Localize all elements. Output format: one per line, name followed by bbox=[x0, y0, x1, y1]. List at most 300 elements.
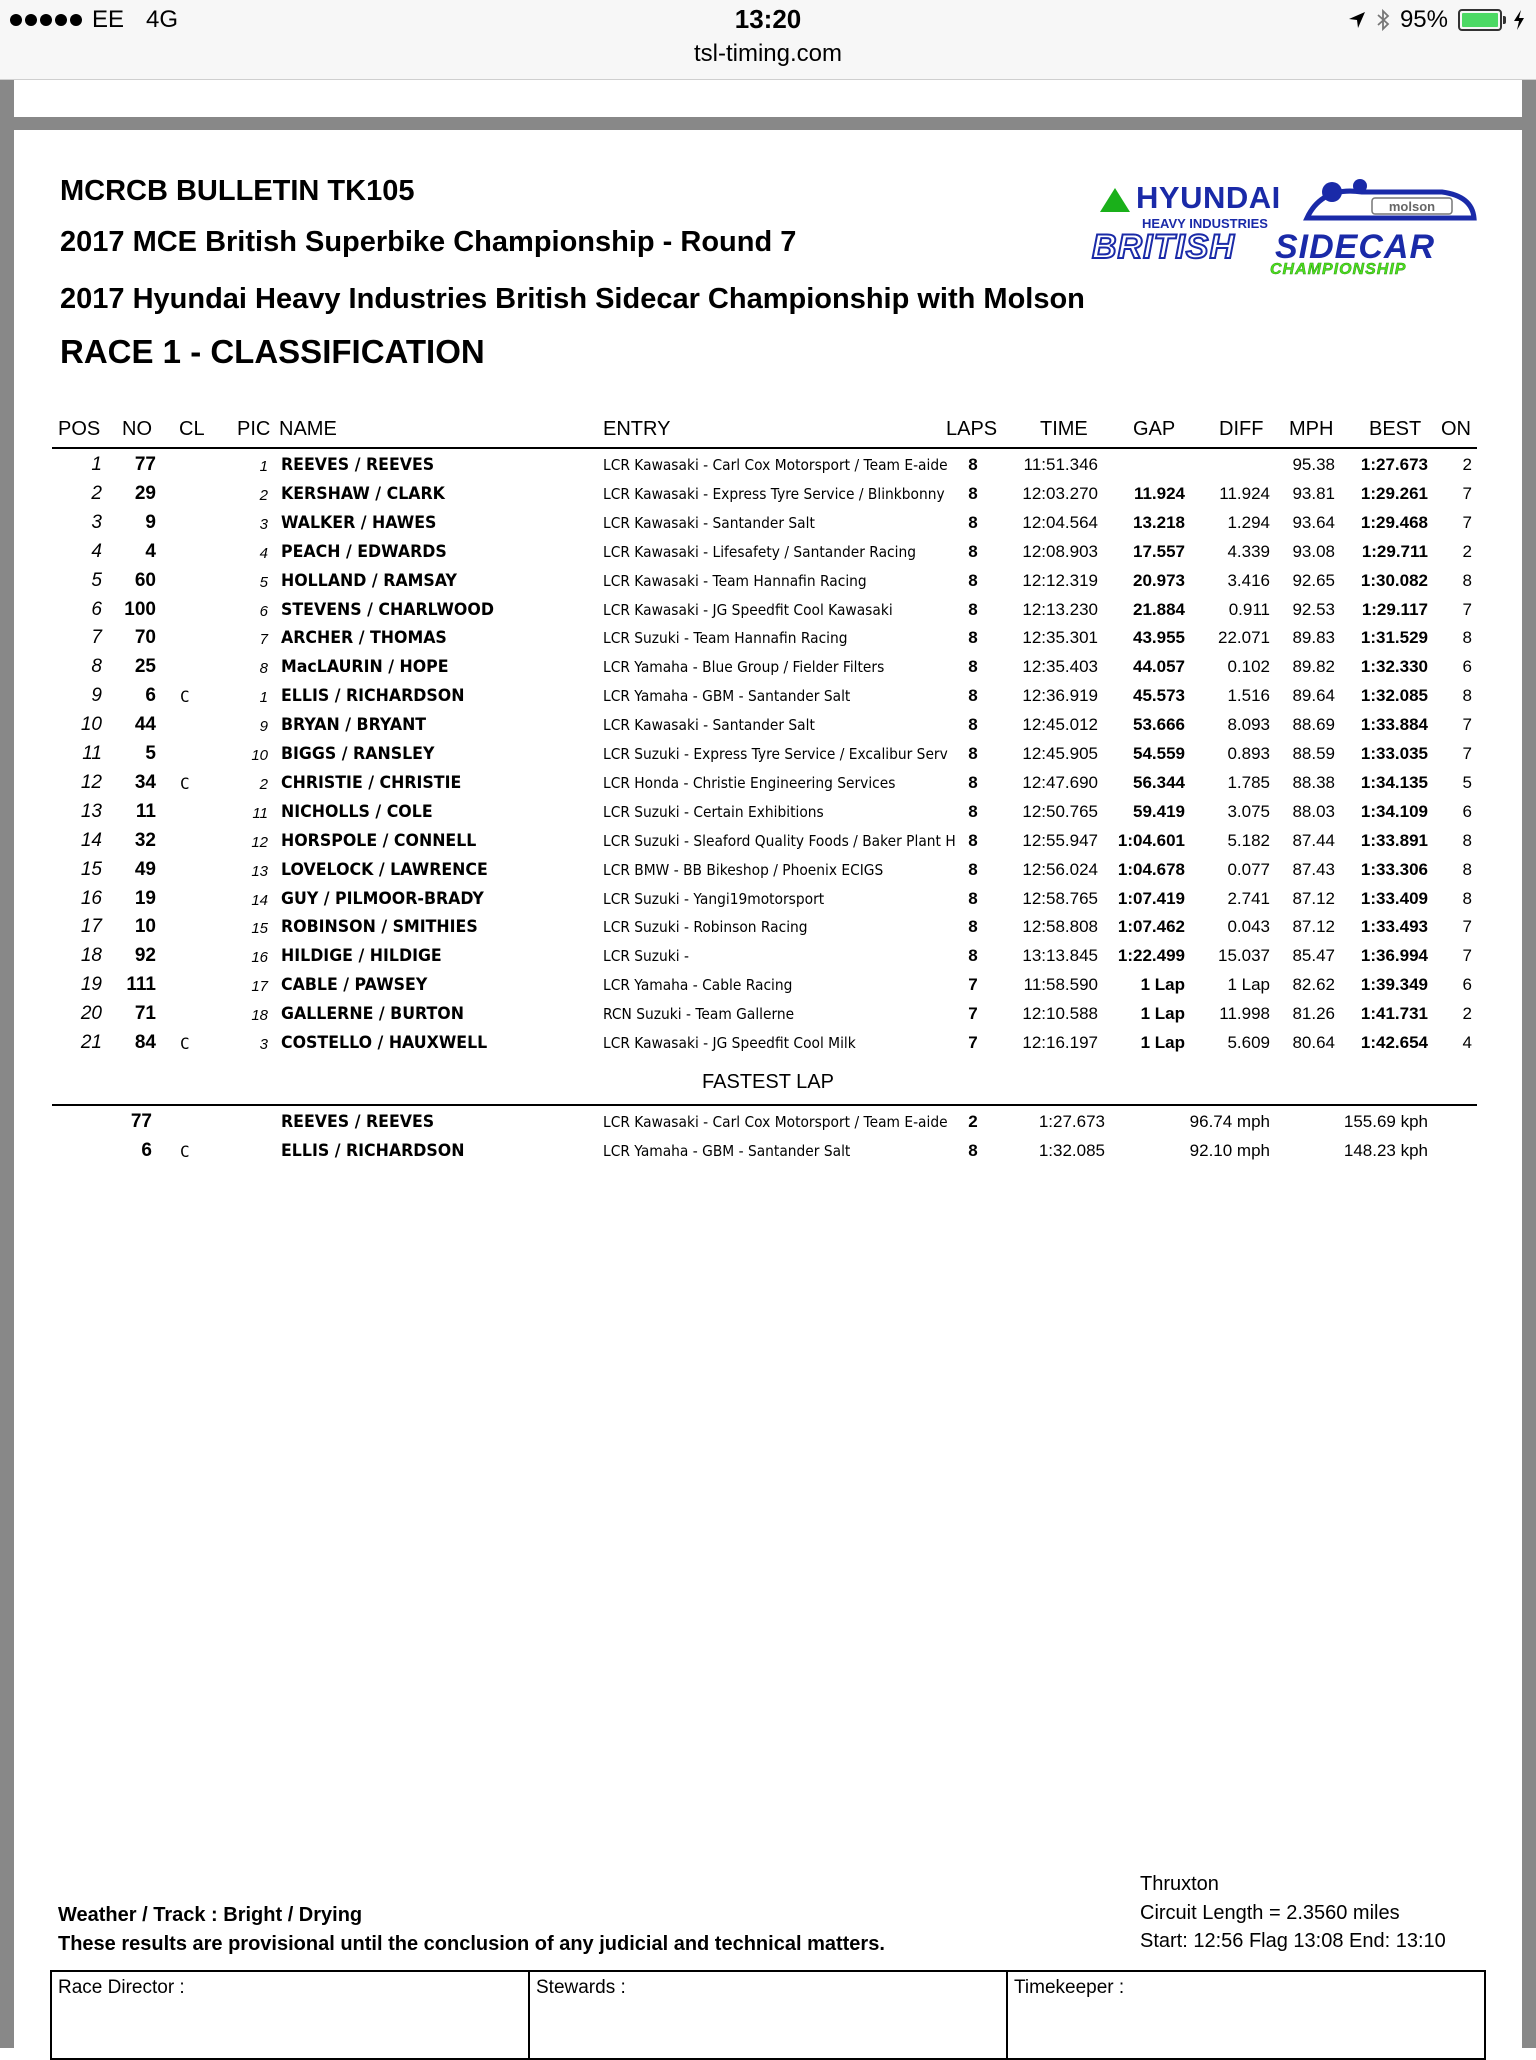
cell-best: 1:39.349 bbox=[1360, 975, 1428, 995]
cell-name: MacLAURIN / HOPE bbox=[281, 657, 449, 678]
cell-pic: 3 bbox=[259, 1036, 268, 1053]
cell-diff: 1.294 bbox=[1227, 512, 1270, 532]
page-frame-right bbox=[1522, 80, 1536, 2048]
cell-gap: 1:07.419 bbox=[1117, 888, 1185, 908]
fastest-lap-cell-kph: 148.23 kph bbox=[1343, 1141, 1428, 1160]
cell-laps: 8 bbox=[968, 859, 978, 879]
cell-mph: 81.26 bbox=[1292, 1004, 1335, 1024]
cell-laps: 7 bbox=[968, 975, 978, 995]
cell-diff: 5.609 bbox=[1227, 1033, 1270, 1052]
page-gap bbox=[14, 117, 1522, 130]
fastest-lap-cell-no: 77 bbox=[130, 1111, 152, 1132]
cell-on: 5 bbox=[1462, 772, 1472, 792]
cell-gap: 21.884 bbox=[1133, 599, 1185, 619]
cell-entry: LCR Honda - Christie Engineering Services bbox=[603, 773, 896, 792]
cell-entry: LCR Yamaha - Cable Racing bbox=[603, 976, 793, 995]
col-no-header: NO bbox=[122, 418, 152, 440]
cell-mph: 87.12 bbox=[1292, 888, 1335, 908]
cell-name: PEACH / EDWARDS bbox=[281, 541, 447, 562]
cell-pic: 9 bbox=[259, 718, 268, 736]
cell-best: 1:31.529 bbox=[1360, 628, 1428, 648]
cell-no: 9 bbox=[145, 511, 156, 533]
cell-name: CHRISTIE / CHRISTIE bbox=[281, 772, 462, 793]
cell-name: BRYAN / BRYANT bbox=[281, 715, 427, 736]
col-diff-header: DIFF bbox=[1219, 418, 1264, 440]
cell-on: 2 bbox=[1462, 541, 1472, 561]
cell-entry: LCR Suzuki - Robinson Racing bbox=[603, 918, 808, 937]
cell-entry: LCR Kawasaki - JG Speedfit Cool Kawasaki bbox=[603, 600, 893, 619]
cell-entry: LCR Yamaha - Blue Group / Fielder Filters bbox=[603, 658, 885, 677]
cell-pos: 15 bbox=[80, 858, 102, 880]
cell-pos: 12 bbox=[80, 771, 102, 793]
logo-word-sidecar: SIDECAR bbox=[1275, 228, 1436, 266]
cell-time: 11:58.590 bbox=[1023, 975, 1098, 995]
table-row bbox=[0, 859, 1536, 888]
table-row bbox=[0, 512, 1536, 541]
cell-mph: 93.81 bbox=[1292, 483, 1335, 503]
cell-entry: LCR Kawasaki - Team Hannafin Racing bbox=[603, 571, 867, 590]
col-entry-header: ENTRY bbox=[603, 418, 671, 440]
network-label: 4G bbox=[146, 6, 179, 33]
status-bar bbox=[0, 0, 1536, 80]
cell-on: 8 bbox=[1462, 888, 1472, 908]
cell-pic: 8 bbox=[259, 660, 268, 678]
cell-best: 1:41.731 bbox=[1360, 1004, 1428, 1024]
cell-laps: 8 bbox=[968, 686, 978, 706]
fastest-lap-cell-entry: LCR Kawasaki - Carl Cox Motorsport / Team E-aide bbox=[603, 1113, 948, 1131]
cell-gap: 44.057 bbox=[1133, 657, 1185, 677]
cell-diff: 11.924 bbox=[1219, 483, 1270, 503]
cell-diff: 0.077 bbox=[1227, 859, 1270, 879]
cell-gap: 54.559 bbox=[1133, 744, 1185, 763]
cell-no: 44 bbox=[134, 714, 156, 736]
cell-laps: 8 bbox=[968, 744, 978, 763]
carrier-label: EE bbox=[92, 6, 125, 33]
cell-time: 12:56.024 bbox=[1022, 859, 1098, 879]
cell-time: 12:35.301 bbox=[1022, 628, 1098, 648]
logo-brand: HYUNDAI bbox=[1136, 180, 1281, 215]
cell-time: 12:58.765 bbox=[1022, 888, 1098, 908]
cell-no: 111 bbox=[126, 974, 156, 996]
cell-best: 1:34.109 bbox=[1360, 801, 1428, 821]
cell-mph: 82.62 bbox=[1292, 975, 1335, 995]
cell-time: 13:13.845 bbox=[1022, 946, 1098, 966]
cell-pos: 9 bbox=[91, 685, 102, 707]
fastest-lap-row bbox=[0, 1140, 1536, 1169]
cell-diff: 3.416 bbox=[1227, 570, 1270, 590]
cell-time: 12:16.197 bbox=[1022, 1033, 1098, 1052]
cell-name: GALLERNE / BURTON bbox=[281, 1004, 464, 1025]
logo-sponsor: molson bbox=[1388, 199, 1436, 214]
cell-no: 34 bbox=[134, 771, 156, 793]
cell-time: 12:47.690 bbox=[1022, 772, 1098, 792]
cell-diff: 11.998 bbox=[1219, 1004, 1270, 1024]
cell-no: 71 bbox=[134, 1003, 156, 1025]
cell-mph: 88.59 bbox=[1292, 744, 1335, 763]
col-gap-header: GAP bbox=[1133, 418, 1176, 440]
col-mph-header: MPH bbox=[1289, 418, 1334, 440]
cell-best: 1:36.994 bbox=[1360, 946, 1428, 966]
cell-pos: 18 bbox=[80, 945, 102, 967]
cell-best: 1:33.884 bbox=[1360, 715, 1428, 735]
cell-time: 12:03.270 bbox=[1022, 483, 1098, 503]
charging-bolt-icon bbox=[1512, 9, 1526, 31]
fastest-lap-cell-time: 1:27.673 bbox=[1038, 1112, 1105, 1131]
cell-pic: 7 bbox=[259, 631, 268, 649]
cell-name: WALKER / HAWES bbox=[281, 512, 437, 533]
cell-best: 1:42.654 bbox=[1360, 1033, 1428, 1052]
cell-diff: 5.182 bbox=[1227, 830, 1270, 850]
cell-pos: 7 bbox=[91, 627, 102, 649]
table-row bbox=[0, 830, 1536, 859]
cell-pic: 1 bbox=[259, 458, 268, 475]
cell-diff: 1.516 bbox=[1227, 686, 1270, 706]
cell-laps: 8 bbox=[968, 830, 978, 850]
cell-diff: 15.037 bbox=[1218, 946, 1270, 966]
cell-on: 2 bbox=[1462, 455, 1472, 474]
cell-mph: 88.03 bbox=[1292, 801, 1335, 821]
cell-time: 12:08.903 bbox=[1022, 541, 1098, 561]
table-row bbox=[0, 627, 1536, 656]
col-cl-header: CL bbox=[179, 418, 205, 440]
cell-pic: 16 bbox=[251, 949, 268, 967]
table-row bbox=[0, 454, 1536, 483]
cell-no: 6 bbox=[145, 685, 156, 707]
cell-on: 7 bbox=[1462, 744, 1472, 763]
cell-gap: 43.955 bbox=[1133, 628, 1185, 648]
cell-best: 1:30.082 bbox=[1360, 570, 1428, 590]
cell-on: 7 bbox=[1462, 946, 1472, 966]
cell-gap: 59.419 bbox=[1133, 801, 1185, 821]
cell-best: 1:29.711 bbox=[1361, 541, 1428, 561]
cell-no: 49 bbox=[134, 858, 156, 880]
table-row bbox=[0, 945, 1536, 974]
fastest-lap-divider bbox=[52, 1104, 1477, 1106]
cell-pos: 20 bbox=[80, 1003, 102, 1025]
cell-name: LOVELOCK / LAWRENCE bbox=[281, 859, 488, 880]
cell-pic: 1 bbox=[259, 689, 268, 707]
table-row bbox=[0, 772, 1536, 801]
cell-entry: LCR Kawasaki - Express Tyre Service / Blinkbonny bbox=[603, 484, 945, 503]
cell-best: 1:29.261 bbox=[1360, 483, 1428, 503]
cell-no: 4 bbox=[145, 540, 156, 562]
cell-diff: 0.893 bbox=[1227, 744, 1270, 763]
cell-entry: LCR Kawasaki - JG Speedfit Cool Milk bbox=[603, 1034, 856, 1052]
cell-laps: 7 bbox=[968, 1033, 978, 1052]
cell-gap: 1 Lap bbox=[1140, 1004, 1185, 1024]
cell-best: 1:33.409 bbox=[1360, 888, 1428, 908]
signature-box bbox=[50, 1970, 1486, 2060]
cell-pic: 11 bbox=[252, 804, 268, 822]
cell-on: 6 bbox=[1462, 801, 1472, 821]
cell-pos: 21 bbox=[80, 1032, 102, 1053]
cell-mph: 87.44 bbox=[1292, 830, 1335, 850]
cell-no: 32 bbox=[134, 829, 156, 851]
table-row bbox=[0, 599, 1536, 628]
cell-gap: 1 Lap bbox=[1140, 1033, 1185, 1052]
logo-word-british: BRITISH bbox=[1092, 228, 1235, 266]
cell-mph: 85.47 bbox=[1292, 946, 1335, 966]
cell-entry: LCR Yamaha - GBM - Santander Salt bbox=[603, 687, 851, 706]
cell-time: 12:10.588 bbox=[1022, 1004, 1098, 1024]
hyundai-triangle-icon bbox=[1100, 188, 1130, 212]
status-right bbox=[1348, 6, 1526, 34]
cell-entry: LCR Kawasaki - Lifesafety / Santander Racing bbox=[603, 542, 916, 561]
cell-on: 8 bbox=[1462, 859, 1472, 879]
cell-on: 2 bbox=[1462, 1004, 1472, 1024]
cell-pos: 6 bbox=[91, 598, 102, 620]
cell-laps: 8 bbox=[968, 888, 978, 908]
table-row bbox=[0, 974, 1536, 1003]
cell-no: 84 bbox=[134, 1032, 156, 1053]
cell-name: HORSPOLE / CONNELL bbox=[281, 830, 477, 851]
cell-diff: 2.741 bbox=[1227, 888, 1270, 908]
cell-pos: 3 bbox=[91, 511, 102, 533]
fastest-lap-cell-cl: C bbox=[180, 1142, 190, 1161]
cell-mph: 92.65 bbox=[1292, 570, 1335, 590]
cell-name: COSTELLO / HAUXWELL bbox=[281, 1033, 488, 1053]
cell-laps: 8 bbox=[968, 455, 978, 474]
cell-best: 1:33.306 bbox=[1360, 859, 1428, 879]
cell-name: ARCHER / THOMAS bbox=[281, 628, 447, 649]
cell-pos: 8 bbox=[91, 656, 102, 678]
cell-entry: LCR Suzuki - Sleaford Quality Foods / Baker Plant H bbox=[603, 831, 956, 850]
cell-entry: LCR BMW - BB Bikeshop / Phoenix ECIGS bbox=[603, 860, 884, 879]
provisional-notice: These results are provisional until the conclusion of any judicial and technical matters. bbox=[58, 1933, 885, 1955]
cell-gap: 20.973 bbox=[1133, 570, 1185, 590]
fastest-lap-cell-lap: 8 bbox=[968, 1141, 978, 1160]
cell-time: 12:04.564 bbox=[1022, 512, 1098, 532]
cell-diff: 0.043 bbox=[1227, 917, 1270, 937]
circuit-length: Circuit Length = 2.3560 miles bbox=[1140, 1901, 1400, 1924]
cell-entry: LCR Suzuki - bbox=[603, 947, 689, 966]
cell-time: 12:13.230 bbox=[1022, 599, 1098, 619]
table-row bbox=[0, 1003, 1536, 1032]
cell-pos: 13 bbox=[80, 800, 102, 822]
fastest-lap-cell-name: REEVES / REEVES bbox=[281, 1112, 435, 1132]
table-row bbox=[0, 714, 1536, 743]
cell-time: 12:35.403 bbox=[1022, 657, 1098, 677]
cell-pos: 2 bbox=[91, 482, 102, 504]
cell-on: 6 bbox=[1462, 975, 1472, 995]
circuit-name: Thruxton bbox=[1140, 1873, 1219, 1895]
col-pos-header: POS bbox=[58, 418, 101, 440]
cell-mph: 87.12 bbox=[1292, 917, 1335, 937]
cell-laps: 8 bbox=[968, 772, 978, 792]
cell-on: 7 bbox=[1462, 599, 1472, 619]
timekeeper-cell: Timekeeper : bbox=[1014, 1977, 1125, 1998]
cell-no: 25 bbox=[134, 656, 156, 678]
logo-sub: HEAVY INDUSTRIES bbox=[1142, 216, 1268, 231]
cell-name: BIGGS / RANSLEY bbox=[281, 744, 435, 764]
cell-laps: 8 bbox=[968, 599, 978, 619]
fastest-lap-cell-mph: 96.74 mph bbox=[1189, 1112, 1270, 1131]
cell-no: 100 bbox=[124, 598, 156, 620]
col-best-header: BEST bbox=[1369, 418, 1422, 440]
fastest-lap-row bbox=[0, 1111, 1536, 1140]
fastest-lap-cell-kph: 155.69 kph bbox=[1343, 1112, 1428, 1131]
cell-entry: LCR Suzuki - Team Hannafin Racing bbox=[603, 629, 848, 648]
cell-gap: 1:22.499 bbox=[1117, 946, 1185, 966]
table-row bbox=[0, 685, 1536, 714]
cell-cl: C bbox=[180, 773, 190, 793]
cell-pos: 5 bbox=[91, 569, 102, 591]
cell-entry: LCR Suzuki - Certain Exhibitions bbox=[603, 802, 824, 821]
fastest-lap-cell-mph: 92.10 mph bbox=[1189, 1141, 1270, 1160]
cell-pic: 14 bbox=[251, 891, 268, 909]
cell-laps: 8 bbox=[968, 541, 978, 561]
cell-name: GUY / PILMOOR-BRADY bbox=[281, 888, 484, 909]
cell-pos: 1 bbox=[91, 454, 102, 475]
cell-name: KERSHAW / CLARK bbox=[281, 483, 445, 504]
fastest-lap-cell-lap: 2 bbox=[968, 1112, 978, 1131]
cell-on: 7 bbox=[1462, 715, 1472, 735]
logo-word-championship: CHAMPIONSHIP bbox=[1270, 261, 1407, 278]
cell-diff: 3.075 bbox=[1227, 801, 1270, 821]
sidecar-outline-icon bbox=[1302, 178, 1477, 228]
cell-mph: 95.38 bbox=[1292, 455, 1335, 474]
cell-on: 7 bbox=[1462, 917, 1472, 937]
fastest-lap-cell-no: 6 bbox=[141, 1140, 152, 1161]
cell-name: NICHOLLS / COLE bbox=[281, 801, 433, 822]
championship-title: 2017 Hyundai Heavy Industries British Sidecar Championship with Molson bbox=[60, 283, 1085, 315]
cell-no: 60 bbox=[134, 569, 156, 591]
fastest-lap-cell-time: 1:32.085 bbox=[1038, 1141, 1105, 1160]
table-row bbox=[0, 916, 1536, 945]
cell-pic: 12 bbox=[251, 833, 268, 851]
cell-pic: 17 bbox=[251, 978, 268, 996]
previous-page-strip bbox=[14, 80, 1522, 117]
cell-name: ELLIS / RICHARDSON bbox=[281, 686, 465, 707]
table-row bbox=[0, 483, 1536, 512]
cell-gap: 53.666 bbox=[1133, 715, 1185, 735]
cell-mph: 80.64 bbox=[1292, 1033, 1335, 1052]
cell-pos: 16 bbox=[80, 887, 102, 909]
clock: 13:20 bbox=[734, 4, 802, 34]
cell-gap: 1:04.678 bbox=[1117, 859, 1185, 879]
cell-gap: 17.557 bbox=[1133, 541, 1185, 561]
cell-mph: 88.69 bbox=[1292, 715, 1335, 735]
cell-pic: 3 bbox=[259, 515, 268, 533]
cell-pic: 4 bbox=[259, 544, 268, 562]
cell-name: HILDIGE / HILDIGE bbox=[281, 946, 442, 967]
cell-time: 12:45.905 bbox=[1022, 744, 1098, 763]
cell-pic: 10 bbox=[251, 747, 268, 764]
cell-time: 12:45.012 bbox=[1022, 715, 1098, 735]
cell-entry: LCR Kawasaki - Santander Salt bbox=[603, 716, 815, 735]
cell-time: 12:58.808 bbox=[1022, 917, 1098, 937]
cell-gap: 11.924 bbox=[1133, 483, 1185, 503]
cell-time: 11:51.346 bbox=[1023, 455, 1098, 474]
cell-mph: 88.38 bbox=[1292, 772, 1335, 792]
cell-pic: 2 bbox=[259, 486, 268, 504]
cell-cl: C bbox=[180, 687, 190, 707]
cell-on: 8 bbox=[1462, 830, 1472, 850]
race-director-cell: Race Director : bbox=[52, 1972, 530, 2058]
cell-laps: 8 bbox=[968, 628, 978, 648]
cell-on: 8 bbox=[1462, 686, 1472, 706]
cell-name: ROBINSON / SMITHIES bbox=[281, 917, 478, 938]
cell-pic: 2 bbox=[259, 775, 268, 793]
cell-pic: 13 bbox=[251, 862, 268, 880]
cell-laps: 8 bbox=[968, 801, 978, 821]
event-title: 2017 MCE British Superbike Championship - Round 7 bbox=[60, 226, 797, 258]
table-row bbox=[0, 570, 1536, 599]
cell-mph: 89.83 bbox=[1292, 628, 1335, 648]
cell-mph: 89.64 bbox=[1292, 686, 1335, 706]
cell-best: 1:34.135 bbox=[1360, 772, 1428, 792]
race-times: Start: 12:56 Flag 13:08 End: 13:10 bbox=[1140, 1930, 1446, 1952]
cell-laps: 8 bbox=[968, 483, 978, 503]
url-bar[interactable]: tsl-timing.com bbox=[693, 40, 843, 67]
cell-mph: 93.64 bbox=[1292, 512, 1335, 532]
table-row bbox=[0, 656, 1536, 685]
cell-gap: 56.344 bbox=[1133, 772, 1185, 792]
cell-laps: 8 bbox=[968, 657, 978, 677]
table-row bbox=[0, 888, 1536, 917]
weather-track: Weather / Track : Bright / Drying bbox=[58, 1904, 363, 1926]
col-pic-header: PIC bbox=[237, 418, 271, 440]
cell-entry: LCR Kawasaki - Santander Salt bbox=[603, 513, 815, 532]
col-name-header: NAME bbox=[279, 418, 337, 440]
cell-diff: 8.093 bbox=[1227, 715, 1270, 735]
cell-best: 1:32.330 bbox=[1360, 657, 1428, 677]
cell-time: 12:12.319 bbox=[1022, 570, 1098, 590]
cell-laps: 7 bbox=[968, 1004, 978, 1024]
battery-icon bbox=[1458, 9, 1502, 31]
championship-logo bbox=[1090, 176, 1480, 281]
cell-pic: 6 bbox=[259, 602, 268, 620]
cell-gap: 13.218 bbox=[1133, 512, 1185, 532]
cell-best: 1:33.035 bbox=[1360, 744, 1428, 763]
cell-name: REEVES / REEVES bbox=[281, 455, 435, 475]
cell-entry: LCR Kawasaki - Carl Cox Motorsport / Team E-aide bbox=[603, 456, 948, 474]
cell-mph: 89.82 bbox=[1292, 657, 1335, 677]
cell-diff: 22.071 bbox=[1218, 628, 1270, 648]
cell-no: 19 bbox=[134, 887, 156, 909]
stewards-cell: Stewards : bbox=[530, 1972, 1008, 2058]
cell-no: 29 bbox=[134, 482, 156, 504]
table-header bbox=[0, 418, 1536, 444]
cell-entry: LCR Suzuki - Yangi19motorsport bbox=[603, 889, 825, 908]
cell-cl: C bbox=[180, 1034, 190, 1053]
cell-pos: 10 bbox=[80, 714, 102, 736]
cell-laps: 8 bbox=[968, 570, 978, 590]
cell-on: 8 bbox=[1462, 570, 1472, 590]
bluetooth-icon bbox=[1376, 9, 1390, 31]
cell-laps: 8 bbox=[968, 946, 978, 966]
cell-pic: 5 bbox=[259, 573, 268, 591]
battery-percent: 95% bbox=[1399, 6, 1448, 33]
fastest-lap-title: FASTEST LAP bbox=[702, 1071, 834, 1093]
header-divider bbox=[52, 447, 1477, 449]
cell-pos: 17 bbox=[80, 916, 102, 938]
table-row bbox=[0, 801, 1536, 830]
cell-on: 4 bbox=[1462, 1033, 1472, 1052]
cell-no: 11 bbox=[135, 800, 156, 822]
cell-best: 1:33.891 bbox=[1360, 830, 1428, 850]
page-title: RACE 1 - CLASSIFICATION bbox=[60, 333, 485, 370]
cell-gap: 1:04.601 bbox=[1117, 830, 1185, 850]
cell-no: 77 bbox=[134, 454, 156, 475]
cell-on: 8 bbox=[1462, 628, 1472, 648]
col-on-header: ON bbox=[1441, 418, 1471, 440]
cell-pos: 14 bbox=[80, 829, 102, 851]
cell-mph: 93.08 bbox=[1292, 541, 1335, 561]
col-time-header: TIME bbox=[1040, 418, 1088, 440]
cell-pos: 11 bbox=[82, 743, 102, 764]
circuit-info bbox=[1140, 1870, 1446, 1956]
